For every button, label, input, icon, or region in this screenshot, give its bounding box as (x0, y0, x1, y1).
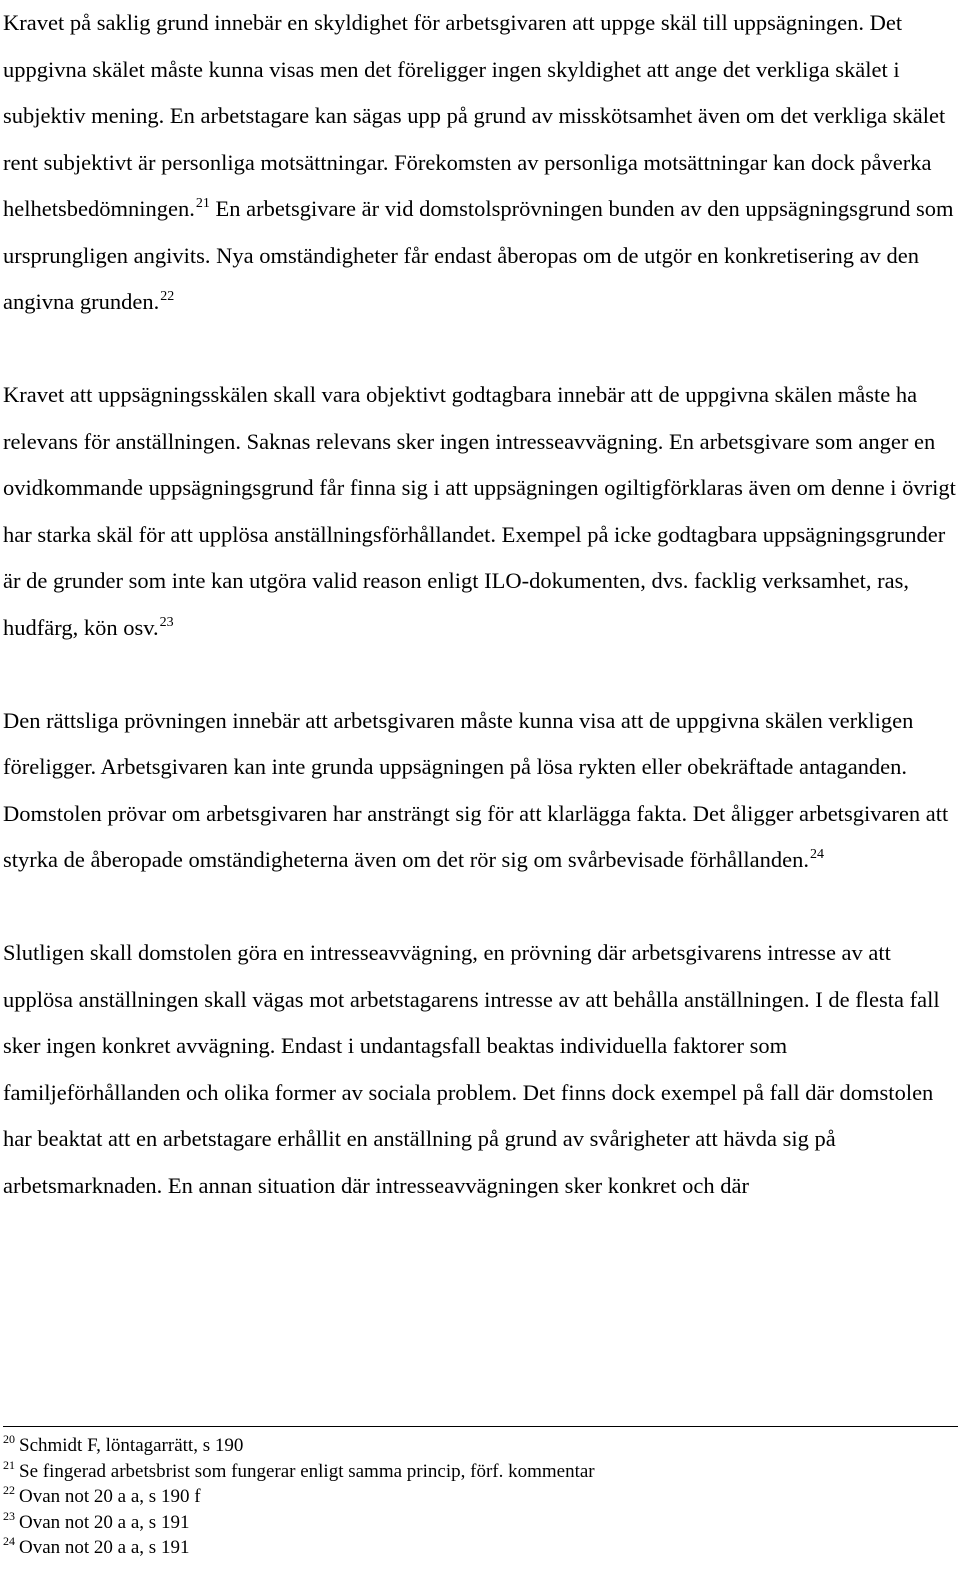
footnote-ref-21[interactable]: 21 (195, 196, 210, 211)
footnote-number: 22 (3, 1483, 15, 1497)
footnote-text: Se fingerad arbetsbrist som fungerar enligt samma princip, förf. kommentar (19, 1460, 595, 1482)
footnote-number: 20 (3, 1432, 15, 1446)
footnote-24 (3, 1535, 958, 1561)
footnote-22 (3, 1484, 958, 1510)
footnote-separator (3, 1426, 958, 1427)
footnotes-section (3, 1426, 958, 1561)
footnote-21 (3, 1459, 958, 1485)
footnote-ref-24[interactable]: 24 (809, 847, 824, 862)
paragraph-text: Slutligen skall domstolen göra en intresseavvägning, en prövning där arbetsgivarens intresse av att upplösa anställningen skall vägas mot arbetstagarens intresse av att behålla anställningen. I de flesta fall sker ingen konkret avvägning. Endast i undantagsfall beaktas individuella faktorer som familjeförhållanden och olika former av sociala problem. Det finns dock exempel på fall där domstolen har beaktat att en arbetstagare erhållit en anställning på grund av svårigheter att hävda sig på arbetsmarknaden. En annan situation där intresseavvägningen sker konkret och där (3, 940, 940, 1198)
paragraph-2 (3, 372, 958, 651)
footnote-number: 24 (3, 1534, 15, 1548)
footnote-number: 21 (3, 1457, 15, 1472)
footnote-text: Ovan not 20 a a, s 191 (19, 1511, 190, 1533)
footnote-23 (3, 1510, 958, 1536)
paragraph-4 (3, 930, 958, 1209)
footnote-text: Ovan not 20 a a, s 190 f (19, 1486, 201, 1507)
footnote-text: Schmidt F, löntagarrätt, s 190 (19, 1435, 244, 1456)
paragraph-1 (3, 0, 958, 326)
footnote-text: Ovan not 20 a a, s 191 (19, 1537, 190, 1558)
paragraph-text: Kravet att uppsägningsskälen skall vara objektivt godtagbara innebär att de uppgivna skälen måste ha relevans för anställningen. Saknas relevans sker ingen intresseavvägning. En arbetsgivare som anger en ovidkommande uppsägningsgrund får finna sig i att uppsägningen ogiltigförklaras även om denne i övrigt har starka skäl för att upplösa anställningsförhållandet. Exempel på icke godtagbara uppsägningsgrunder är de grunder som inte kan utgöra valid reason enligt ILO-dokumenten, dvs. facklig verksamhet, ras, hudfärg, kön osv. (3, 382, 956, 640)
footnote-20 (3, 1433, 958, 1459)
paragraph-text: Den rättsliga prövningen innebär att arbetsgivaren måste kunna visa att de uppgivna skälen verkligen föreligger. Arbetsgivaren kan inte grunda uppsägningen på lösa rykten eller obekräftade antaganden. Domstolen prövar om arbetsgivaren har ansträngt sig för att klarlägga fakta. Det åligger arbetsgivaren att styrka de åberopade omständigheterna även om det rör sig om svårbevisade förhållanden. (3, 707, 949, 872)
document-body (3, 0, 958, 1209)
footnote-ref-22[interactable]: 22 (160, 289, 175, 304)
footnote-number: 23 (3, 1508, 15, 1523)
paragraph-text: Kravet på saklig grund innebär en skyldighet för arbetsgivaren att uppge skäl till uppsägningen. Det uppgivna skälet måste kunna visas men det föreligger ingen skyldighet att ange det verkliga skälet i subjektiv mening. En arbetstagare kan sägas upp på grund av misskötsamhet även om det verkliga skälet rent subjektivt är personliga motsättningar. Förekomsten av personliga motsättningar kan dock påverka helhetsbedömningen. (3, 10, 946, 221)
footnote-ref-23[interactable]: 23 (159, 614, 174, 630)
paragraph-3 (3, 698, 958, 884)
paragraph-text: En arbetsgivare är vid domstolsprövningen bunden av den uppsägningsgrund som ursprungligen angivits. Nya omständigheter får endast åberopas om de utgör en konkretisering av den angivna grunden. (3, 196, 954, 314)
